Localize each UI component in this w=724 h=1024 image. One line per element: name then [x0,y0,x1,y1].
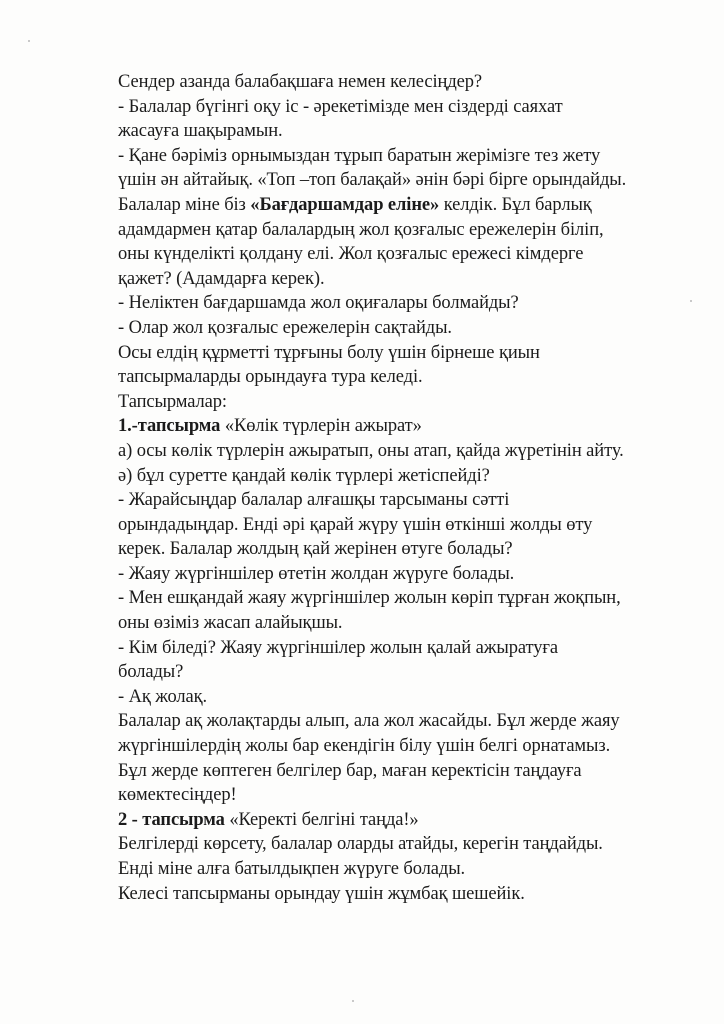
text-line [118,636,718,661]
text-line [118,119,718,144]
text-line [118,291,718,316]
text-segment: - Кім біледі? Жаяу жүргіншілер жолын қалай ажыратуға [118,637,559,658]
document-text [118,70,718,906]
text-segment: орындадыңдар. Енді әрі қарай жүру үшін өткінші жолды өту [118,514,593,535]
text-segment: тапсырмаларды орындауға тура келеді. [118,367,423,388]
text-line [118,611,718,636]
text-line [118,660,718,685]
text-segment: - Жарайсыңдар балалар алғашқы тарсыманы сәтті [118,490,510,511]
text-segment: - Мен ешқандай жаяу жүргіншілер жолын көріп тұрған жоқпын, [118,588,621,609]
text-line [118,586,718,611]
text-segment: оны күнделікті қолдану елі. Жол қозғалыс ережесі кімдерге [118,244,584,265]
bold-text-segment: 2 - тапсырма [118,809,225,830]
text-segment: Сендер азанда балабақшаға немен келесіңдер? [118,72,483,92]
text-line [118,341,718,366]
text-line [118,857,718,882]
text-line [118,685,718,710]
text-segment: - Ақ жолақ. [118,686,208,707]
text-segment: үшін ән айтайық. «Топ –топ балақай» әнін бәрі бірге орындайды. [118,170,627,191]
text-segment: жасауға шақырамын. [118,121,283,142]
scan-speck [28,40,30,42]
text-segment: Белгілерді көрсету, балалар оларды атайды, керегін таңдайды. [118,834,603,855]
text-segment: Балалар ақ жолақтарды алып, ала жол жасайды. Бұл жерде жаяу [118,711,620,732]
text-line [118,488,718,513]
scan-speck [352,1000,354,1002]
text-segment: - Жаяу жүргіншілер өтетін жолдан жүруге болады. [118,563,515,584]
text-segment: жүргіншілердің жолы бар екендігін білу үшін белгі орнатамыз. [118,736,611,757]
text-segment: Тапсырмалар: [118,391,227,412]
bold-text-segment: 1.-тапсырма [118,416,221,437]
text-line [118,464,718,489]
text-segment: Бұл жерде көптеген белгілер бар, маған керектісін таңдауға [118,760,582,781]
text-line [118,537,718,562]
text-line [118,242,718,267]
text-segment: - Қане бәріміз орнымыздан тұрып баратын жерімізге тез жету [118,145,601,166]
text-line [118,783,718,808]
text-segment: адамдармен қатар балалардың жол қозғалыс ережелерін біліп, [118,219,604,240]
text-line [118,390,718,415]
text-segment: Балалар міне біз [118,194,251,215]
text-line [118,193,718,218]
text-line [118,832,718,857]
text-line [118,70,718,95]
text-segment: оны өзіміз жасап алайықшы. [118,613,343,634]
text-segment: - Балалар бүгінгі оқу іс - әрекетімізде мен сіздерді саяхат [118,96,563,117]
text-segment: көмектесіңдер! [118,785,237,806]
text-segment: болады? [118,662,184,683]
text-line [118,414,718,439]
text-line [118,709,718,734]
text-line [118,734,718,759]
text-segment: Осы елдің құрметті тұрғыны болу үшін бірнеше қиын [118,342,540,363]
scan-speck [690,300,692,302]
text-segment: қажет? (Адамдарға керек). [118,268,325,289]
text-line [118,218,718,243]
text-segment: - Олар жол қозғалыс ережелерін сақтайды. [118,317,452,338]
text-line [118,513,718,538]
text-segment: ә) бұл суретте қандай көлік түрлері жетіспейді? [118,465,490,486]
text-segment: керек. Балалар жолдың қай жерінен өтуге болады? [118,539,513,560]
text-segment: Келесі тапсырманы орындау үшін жұмбақ шешейік. [118,883,525,904]
text-line [118,316,718,341]
text-segment: «Керекті белгіні таңда!» [224,809,419,830]
text-segment: - Неліктен бағдаршамда жол оқиғалары болмайды? [118,293,519,314]
bold-text-segment: «Бағдаршамдар еліне» [250,194,440,215]
text-line [118,562,718,587]
text-line [118,168,718,193]
text-line [118,267,718,292]
text-line [118,95,718,120]
text-line [118,439,718,464]
text-line [118,144,718,169]
text-line [118,759,718,784]
text-segment: Енді міне алға батылдықпен жүруге болады. [118,859,466,879]
text-segment: а) осы көлік түрлерін ажыратып, оны атап, қайда жүретінін айту. [118,440,624,461]
text-line [118,365,718,390]
text-segment: келдік. Бұл барлық [439,194,592,215]
text-line [118,808,718,833]
text-line [118,882,718,907]
text-segment: «Көлік түрлерін ажырат» [220,416,422,437]
